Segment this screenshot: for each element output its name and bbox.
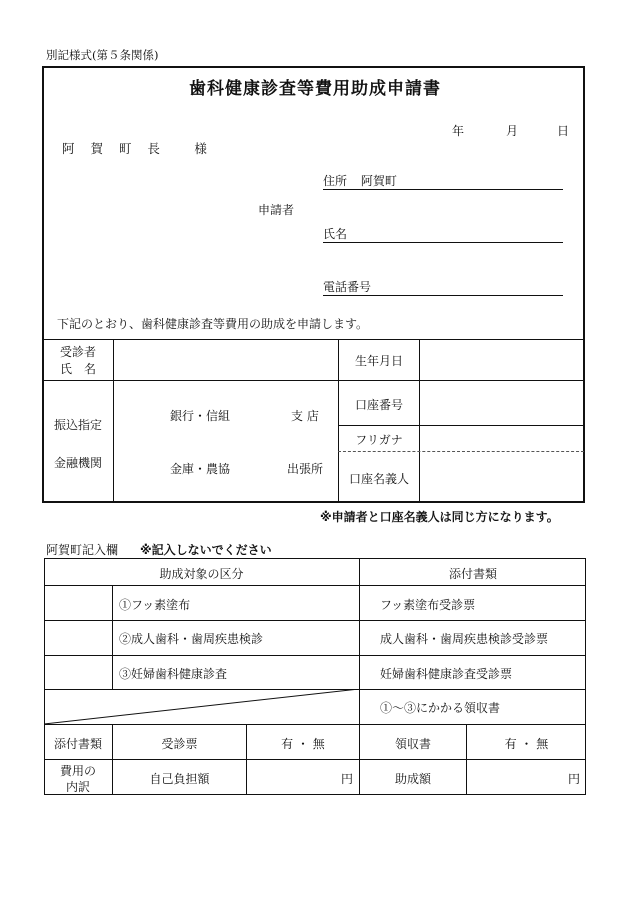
applicant-label: 申請者 <box>258 203 295 217</box>
row-1-check[interactable] <box>45 586 111 620</box>
institution-label: 金融機関 <box>53 456 102 470</box>
name-field[interactable] <box>323 225 563 243</box>
credit-label: 金庫・農協 <box>170 462 231 476</box>
self-pay-label: 自己負担額 <box>149 772 210 786</box>
receipt-row: ①～③にかかる領収書 <box>380 701 501 715</box>
bank-label: 銀行・信組 <box>170 409 231 423</box>
account-number-label: 口座番号 <box>354 398 403 412</box>
row-1-category: ①フッ素塗布 <box>119 598 191 612</box>
receipt-label: 領収書 <box>394 737 431 751</box>
phone-field[interactable] <box>323 278 563 296</box>
address-label: 住所 <box>323 174 348 188</box>
birthdate-input[interactable] <box>420 340 584 380</box>
row-3-category: ③妊婦歯科健康診査 <box>119 667 228 681</box>
account-holder-input[interactable] <box>420 452 584 502</box>
form-number-note: 別記様式(第５条関係) <box>46 48 159 62</box>
phone-label: 電話番号 <box>323 280 372 294</box>
address-field[interactable] <box>323 172 563 190</box>
row-2-category: ②成人歯科・歯周疾患検診 <box>119 632 264 646</box>
transfer-label: 振込指定 <box>53 418 102 432</box>
account-holder-label: 口座名義人 <box>348 472 409 486</box>
divider <box>44 620 586 621</box>
row-2-check[interactable] <box>45 621 111 655</box>
cost-label: 費用の <box>59 764 96 778</box>
addressee: 阿 賀 町 長 様 <box>62 141 213 156</box>
col-category-header: 助成対象の区分 <box>159 567 244 581</box>
divider <box>112 585 113 689</box>
row-2-attach: 成人歯科・歯周疾患検診受診票 <box>380 632 549 646</box>
office-section-label: 阿賀町記入欄 <box>46 543 119 557</box>
ticket-yes-no[interactable]: 有 ・ 無 <box>281 737 325 751</box>
subsidy-yen[interactable]: 円 <box>568 772 581 786</box>
divider <box>44 585 586 586</box>
office-label: 出張所 <box>287 462 324 476</box>
col-attach-header: 添付書類 <box>448 567 497 581</box>
birthdate-label: 生年月日 <box>354 354 403 368</box>
request-text: 下記のとおり、歯科健康診査等費用の助成を申請します。 <box>57 317 369 331</box>
receipt-yes-no[interactable]: 有 ・ 無 <box>504 737 549 751</box>
ticket-label: 受診票 <box>161 737 198 751</box>
examinee-label-2: 氏 名 <box>59 362 96 376</box>
divider <box>44 759 586 760</box>
cost-label-2: 内訳 <box>65 780 90 794</box>
attach-docs-label: 添付書類 <box>53 737 102 751</box>
address-value: 阿賀町 <box>360 174 397 188</box>
name-label: 氏名 <box>323 227 348 241</box>
date-month[interactable]: 月 <box>506 124 519 138</box>
branch-label: 支 店 <box>291 409 319 423</box>
row-1-attach: フッ素塗布受診票 <box>380 598 476 612</box>
divider <box>44 655 586 656</box>
subsidy-label: 助成額 <box>394 772 431 786</box>
account-number-input[interactable] <box>420 381 584 425</box>
date-day[interactable]: 日 <box>557 124 570 138</box>
row-3-attach: 妊婦歯科健康診査受診票 <box>380 667 513 681</box>
row-3-check[interactable] <box>45 656 111 689</box>
self-pay-yen[interactable]: 円 <box>341 772 354 786</box>
divider <box>359 558 360 795</box>
warning-note: ※申請者と口座名義人は同じ方になります。 <box>320 510 559 524</box>
page-title: 歯科健康診査等費用助成申請書 <box>189 79 441 99</box>
office-section-note: ※記入しないでください <box>140 543 272 557</box>
diagonal-line <box>44 689 360 725</box>
furigana-input[interactable] <box>420 426 584 451</box>
furigana-label: フリガナ <box>355 433 403 447</box>
examinee-label: 受診者 <box>59 345 96 359</box>
examinee-name-input[interactable] <box>114 340 338 380</box>
date-year[interactable]: 年 <box>452 124 465 138</box>
